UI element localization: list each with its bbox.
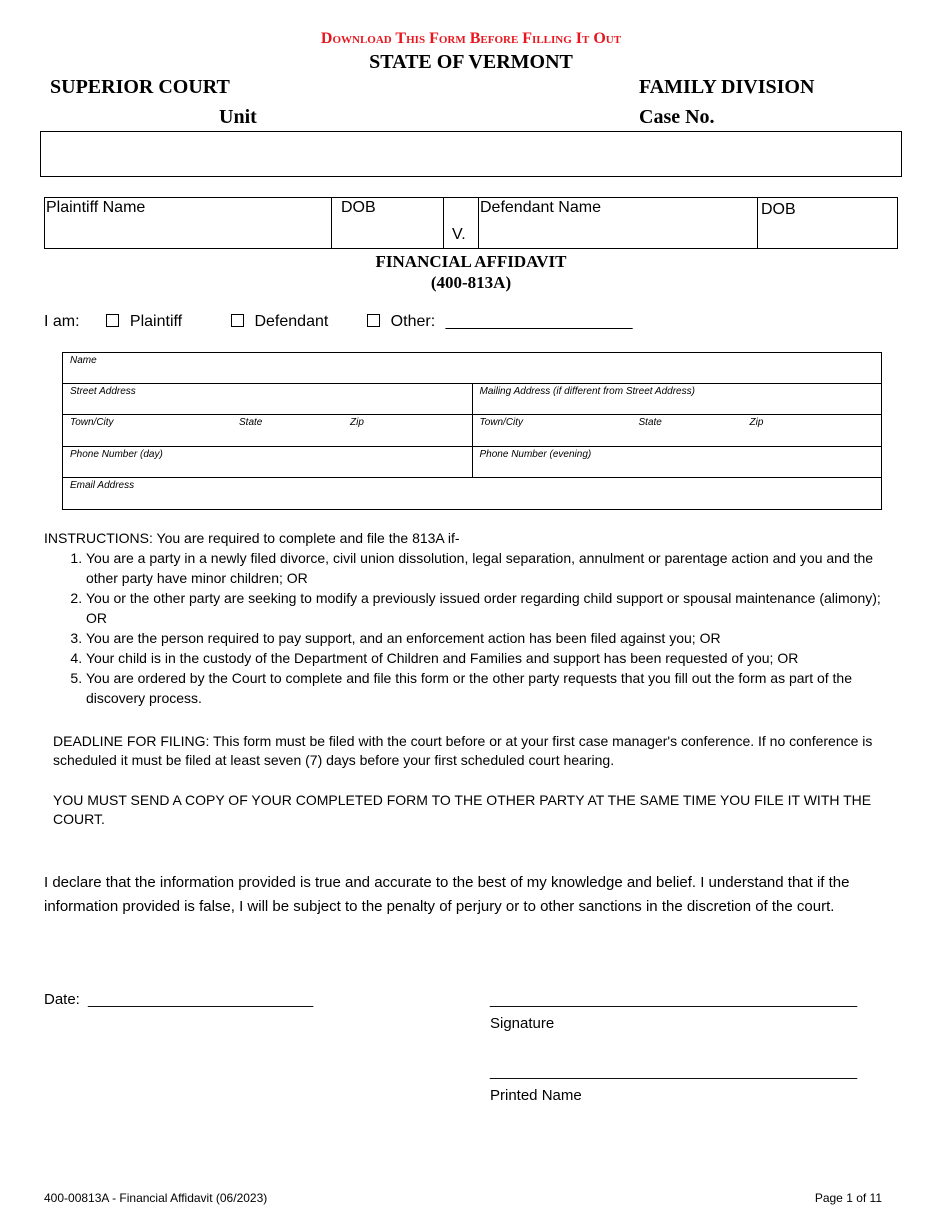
division-name: FAMILY DIVISION (639, 76, 815, 98)
contact-info-table (62, 352, 882, 510)
versus-label: V. (452, 226, 466, 243)
unit-case-field[interactable] (40, 131, 902, 177)
defendant-checkbox[interactable] (231, 314, 244, 327)
signature-label: Signature (490, 1015, 555, 1032)
printed-name-field[interactable]: ____________________________________________ (490, 1063, 858, 1080)
parties-table (44, 197, 898, 249)
mailing-state-label: State (638, 417, 662, 428)
date-label: Date: (44, 991, 80, 1008)
form-title: FINANCIAL AFFIDAVIT (375, 252, 567, 271)
instruction-item: 4. Your child is in the custody of the Department of Children and Families and support has been requested of you; OR (86, 648, 904, 668)
instruction-item: 3. You are the person required to pay support, and an enforcement action has been filed against you; OR (86, 628, 904, 648)
plaintiff-dob-field[interactable] (332, 198, 444, 248)
mailing-address-field[interactable] (472, 384, 882, 414)
court-name: SUPERIOR COURT (50, 76, 230, 98)
state-label: State (239, 417, 263, 428)
name-label: Name (70, 355, 97, 366)
name-field[interactable] (63, 353, 881, 383)
defendant-name-label: Defendant Name (480, 199, 601, 216)
street-address-field[interactable] (63, 384, 472, 414)
instruction-item: 5. You are ordered by the Court to complete and file this form or the other party requests that you fill out the form as part of the discovery process. (86, 668, 904, 708)
defendant-dob-field[interactable] (758, 198, 897, 248)
town-label: Town/City (70, 417, 114, 428)
date-field[interactable]: ___________________________ (88, 991, 314, 1008)
declaration: I declare that the information provided is true and accurate to the best of my knowledge and belief. I understand that if the information provided is false, I will be subject to the penalty of perjury or to other sanctions in the discretion of the court. (44, 874, 850, 915)
defendant-name-field[interactable] (479, 198, 758, 248)
printed-name-label: Printed Name (490, 1087, 582, 1104)
date-row (44, 991, 313, 1008)
phone-day-field[interactable] (63, 447, 472, 477)
form-number: (400-813A) (430, 273, 512, 292)
email-label: Email Address (70, 480, 135, 491)
state-title: STATE OF VERMONT (369, 51, 573, 73)
unit-label: Unit (219, 106, 257, 128)
page-number: Page 1 of 11 (814, 1191, 882, 1205)
plaintiff-checkbox[interactable] (106, 314, 119, 327)
mailing-town-state-zip-field[interactable] (472, 415, 882, 446)
street-address-label: Street Address (70, 386, 136, 397)
other-option-label: Other: (390, 313, 436, 330)
phone-evening-label: Phone Number (evening) (479, 449, 592, 460)
copy-notice: YOU MUST SEND A COPY OF YOUR COMPLETED FORM TO THE OTHER PARTY AT THE SAME TIME YOU FILE IT WITH THE COURT. (53, 792, 872, 827)
case-number-label: Case No. (639, 106, 715, 128)
town-state-zip-field[interactable] (63, 415, 472, 446)
versus-cell (444, 198, 479, 248)
phone-evening-field[interactable] (472, 447, 882, 477)
defendant-dob-label: DOB (761, 201, 796, 218)
instruction-item: 1. You are a party in a newly filed divorce, civil union dissolution, legal separation, annulment or parentage action and you and the other party have minor children; OR (86, 548, 904, 588)
instruction-item: 2. You or the other party are seeking to modify a previously issued order regarding child support or spousal maintenance (alimony); OR (86, 588, 904, 628)
phone-day-label: Phone Number (day) (70, 449, 163, 460)
mailing-town-label: Town/City (479, 417, 524, 428)
instructions-list (44, 548, 904, 708)
form-id-footer: 400-00813A - Financial Affidavit (06/2023) (44, 1191, 268, 1205)
plaintiff-name-label: Plaintiff Name (46, 199, 146, 216)
mailing-address-label: Mailing Address (if different from Street Address) (479, 386, 695, 397)
defendant-option-label: Defendant (254, 313, 329, 330)
plaintiff-dob-label: DOB (341, 199, 376, 216)
role-label: I am: (44, 313, 80, 330)
plaintiff-option-label: Plaintiff (129, 313, 183, 330)
zip-label: Zip (350, 417, 364, 428)
email-field[interactable] (63, 478, 881, 509)
download-banner: Download This Form Before Filling It Out (320, 30, 622, 47)
plaintiff-name-field[interactable] (45, 198, 332, 248)
other-checkbox[interactable] (367, 314, 380, 327)
deadline-notice: DEADLINE FOR FILING: This form must be filed with the court before or at your first case manager's conference. If no conference is scheduled it must be filed at least seven (7) days before your first scheduled court hearing. (53, 733, 873, 768)
mailing-zip-label: Zip (749, 417, 764, 428)
instructions (44, 528, 904, 708)
role-selector (44, 313, 632, 331)
instructions-intro: INSTRUCTIONS: You are required to complete and file the 813A if- (44, 530, 460, 546)
other-text-field[interactable]: _____________________ (445, 313, 633, 330)
signature-field[interactable]: ____________________________________________ (490, 991, 858, 1008)
